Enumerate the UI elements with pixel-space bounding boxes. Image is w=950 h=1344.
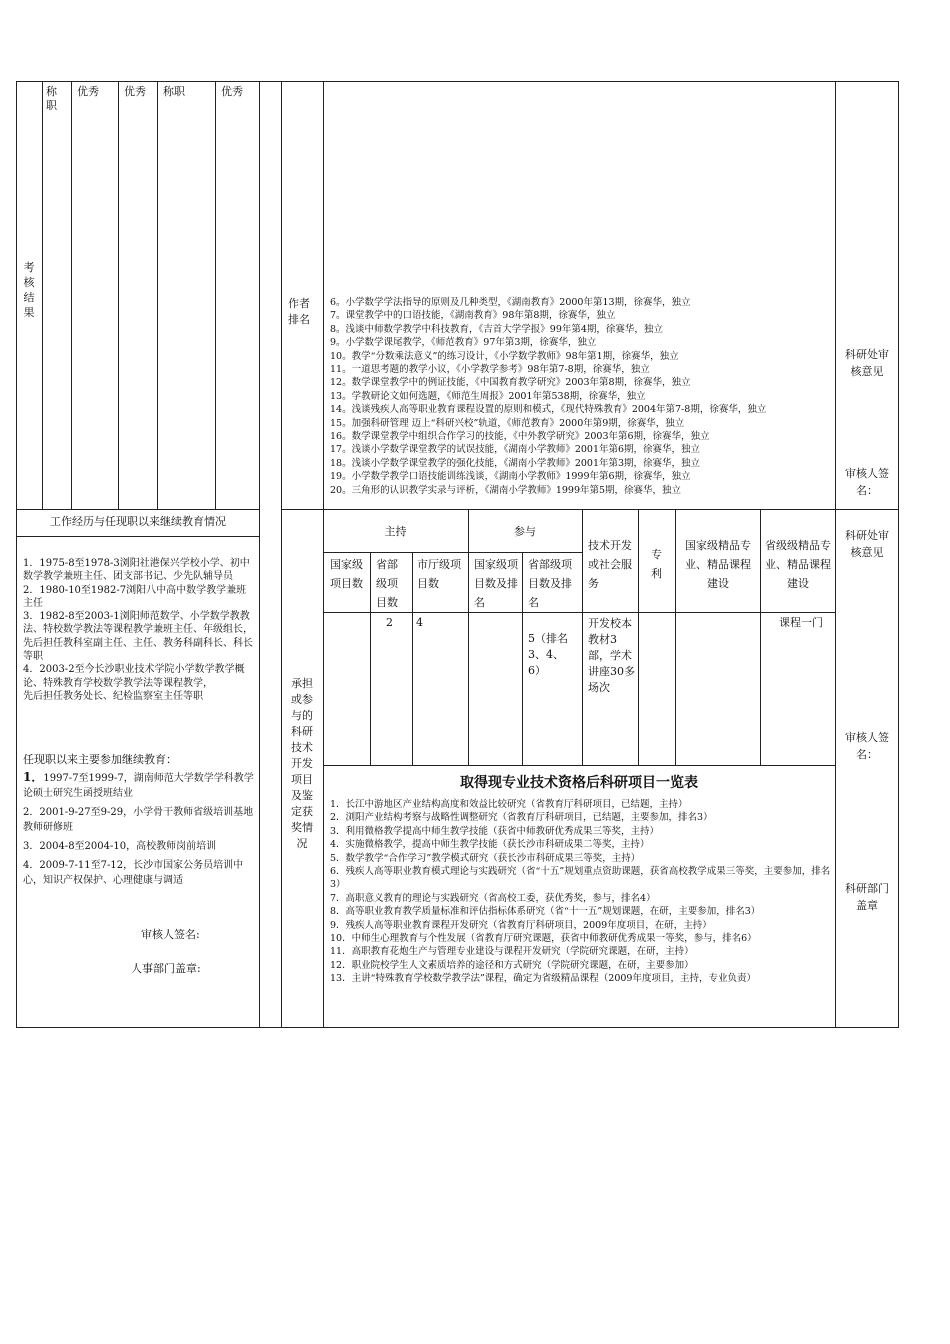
col-provincial-course: 省级级精品专业、精品课程建设 [765,539,831,590]
paper-item: 11。一道思考题的教学小议，《小学教学参考》98年第7-8期，徐赛华，独立 [330,364,650,376]
paper-item: 20。三角形的认识教学实录与评析，《湖南小学教师》1999年第5期，徐赛华，独立 [330,484,682,496]
col-host-provincial: 省部级项目数 [376,558,398,609]
val-provincial-course: 课程一门 [779,616,823,629]
paper-item: 7。课堂教学中的口语技能，《湖南教育》98年第8期，徐赛华，独立 [330,310,616,322]
paper-item: 13。学教研论文如何选题，《师范生周报》2001年第538期，徐赛华，独立 [330,390,646,402]
work-history-list [23,557,255,703]
val-join-provincial: 5（排名3、4、6） [528,632,568,677]
val-host-city: 4 [416,616,423,629]
hr-signer: 审核人签名: [141,928,200,941]
rating-1: 称职 [46,85,57,112]
hr-seal: 人事部门盖章: [131,962,201,975]
col-join-national: 国家级项目数及排名 [474,558,518,609]
edu-item-4: 4．2009-7-11至7-12，长沙市国家公务员培训中心，知识产权保护、心理健康与调适 [23,860,244,886]
paper-item: 15。加强科研管理 迈上“科研兴校”轨道，《师范教育》2000年第9期，徐赛华，独立 [330,417,685,429]
author-rank-label: 作者排名 [288,297,310,326]
edu-item-2: 2．2001-9-27至9-29，小学骨干教师省级培训基地教师研修班 [23,807,254,833]
project-list-title: 取得现专业技术资格后科研项目一览表 [460,775,698,791]
review-bottom-seal: 科研部门盖章 [845,882,889,912]
col-host-national: 国家级项目数 [330,558,363,590]
edu-item-3: 3．2004-8至2004-10，高校教师岗前培训 [23,841,217,852]
col-patent: 专利 [651,548,662,580]
work-history-title: 工作经历与任现职以来继续教育情况 [50,515,226,528]
join-header: 参与 [514,525,536,538]
project-item: 3．利用微格教学提高中师生教学技能（获省中师教研优秀成果三等奖，主持） [330,825,660,837]
work-item-1: 1．1975-8至1978-3浏阳社港保兴学校小学、初中数学教学兼班主任、团支部书记、少先队辅导员 [23,558,250,583]
rating-5: 优秀 [221,85,243,98]
paper-item: 17。浅谈小学数学课堂教学的试误技能，《湖南小学教师》2001年第6期，徐赛华，独立 [330,444,701,456]
review-bottom-opinion: 科研处审核意见 [845,529,889,559]
edu-item-1-number: 1． [23,770,44,784]
review-bottom-signature: 审核人签名： [845,731,889,761]
rating-2: 优秀 [77,85,99,98]
val-host-provincial: 2 [386,616,393,629]
project-item: 10．中师生心理教育与个性发展（省教育厅研究课题，获省中师教研优秀成果一等奖，参与，排名6） [330,933,757,945]
paper-item: 8。浅谈中师数学教学中科技教育，《吉首大学学报》99年第4期，徐赛华，独立 [330,323,663,335]
project-item: 6．残疾人高等职业教育模式理论与实践研究（省“十五”规划重点资助课题，获省高校教学成果三等奖，主要参加，排名3） [330,866,831,891]
edu-item-1 [23,770,255,801]
project-item: 1．长江中游地区产业结构高度和效益比较研究（省教育厅科研项目，已结题，主持） [330,799,688,810]
assessment-label-text: 考核结果 [23,261,35,319]
rating-4: 称职 [163,85,185,98]
work-item-4: 4．2003-2至今长沙职业技术学院小学数学教学概论、特殊教育学校数学教学法等课程教学， 先后担任教务处长、纪检监察室主任等职 [23,664,245,702]
paper-item: 12。数学课堂教学中的例证技能，《中国教育教学研究》2003年第8期，徐赛华，独立 [330,377,691,389]
col-tech: 技术开发或社会服务 [588,539,632,590]
paper-item: 9。小学数学课尾教学，《师范教育》97年第3期，徐赛华，独立 [330,337,597,349]
val-tech: 开发校本教材3部，学术讲座30多场次 [588,617,635,694]
project-item: 12．职业院校学生人文素质培养的途径和方式研究（学院研究课题，在研，主要参加） [330,959,694,971]
project-item: 4．实施微格教学，提高中师生教学技能（获长沙市科研成果二等奖，主持） [330,839,650,851]
col-national-course: 国家级精品专业、精品课程建设 [685,539,751,590]
project-item: 13．主讲“特殊教育学校数学教学法”课程，确定为省级精品课程（2009年度项目，主持，专业负责） [330,973,756,985]
project-item: 8．高等职业教育教学质量标准和评估指标体系研究（省“十一五”规划课题，在研，主要参加，排名3） [330,906,761,918]
paper-item: 19。小学数学教学口语技能训练浅谈，《湖南小学教师》1999年第6期，徐赛华，独立 [330,471,691,483]
review-top-opinion: 科研处审核意见 [845,348,889,378]
work-item-3: 3．1982-8至2003-1浏阳师范数学、小学数学教教法、特校数学教法等课程教学兼班主任、年级组长，先后担任教科室副主任、主任、教务科副科长、科长等职 [23,611,253,663]
paper-item: 14。浅谈残疾人高等职业教育课程设置的原则和模式，《现代特殊教育》2004年第7-8期，徐赛华，独立 [330,404,767,416]
work-item-2: 2．1980-10至1982-7浏阳八中高中数学教学兼班主任 [23,584,247,609]
research-row-label: 承担或参与的科研技术开发项目及鉴定获奖情况 [291,677,313,850]
host-header: 主持 [384,525,407,538]
paper-item: 6。小学数学学法指导的原则及几种类型，《湖南教育》2000年第13期，徐赛华，独立 [330,297,691,308]
edu-title: 任现职以来主要参加继续教育： [23,753,177,766]
col-join-provincial: 省部级项目数及排名 [528,558,572,609]
project-item: 2．浏阳产业结构考察与战略性调整研究（省教育厅科研项目，已结题，主要参加，排名3） [330,812,713,824]
project-item: 5．数学教学“合作学习”教学模式研究（获长沙市科研成果三等奖，主持） [330,852,641,864]
paper-item: 18。浅谈小学数学课堂教学的强化技能，《湖南小学教师》2001年第3期，徐赛华，独立 [330,457,701,469]
paper-item: 16。数学课堂教学中组织合作学习的技能，《中外教学研究》2003年第6期，徐赛华，独立 [330,431,710,443]
edu-item-1-text: 1997-7至1999-7，湖南师范大学数学学科教学论硕士研究生函授班结业 [23,773,254,799]
assessment-label [20,260,38,320]
paper-item: 10。教学“分数乘法意义”的练习设计，《小学数学教师》98年第1期，徐赛华，独立 [330,350,679,362]
project-item: 9．残疾人高等职业教育课程开发研究（省教育厅科研项目，2009年度项目，在研，主持） [330,919,712,931]
project-item: 11．高职教育花炮生产与管理专业建设与课程开发研究（学院研究课题，在研，主持） [330,946,694,958]
continuing-education [23,752,255,888]
project-item: 7．高职意义教育的理论与实践研究（省高校工委，获优秀奖，参与，排名4） [330,892,656,904]
papers-list [330,296,832,509]
review-top-signature: 审核人签名： [845,467,889,497]
project-list [330,798,832,1027]
rating-3: 优秀 [124,85,146,98]
col-host-city: 市厅级项目数 [417,558,461,590]
